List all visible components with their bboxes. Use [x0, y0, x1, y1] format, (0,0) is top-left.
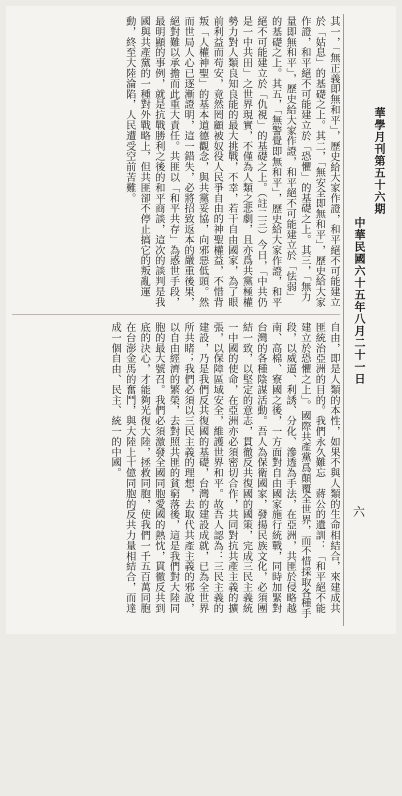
publication-date: 中華民國六十五年八月二十一日 [353, 217, 366, 385]
lower-text-block: 自由，即是人類的本性，如果不與人類的生命相結合，來建成共匪統治亞洲的目的。我們永久難忘 蔣公的遺訓：「和平絕不能建立於恐懼之上」。國際共產黨爲顛覆全世界，而不惜採取各種手段，以威逼、利誘、分化、滲透為手法，在亞洲，共匪於侵略越南、高棉、寮國之後，一方面對自由國家施行統戰，同時加緊對台灣的各種陰謀活動。吾人為保衛國家，發揚民族文化，必須團結一致，以堅定的意志，貫徹反共復國的國策，完成三民主義統一中國的使命，在亞洲亦必須密切合作，共同對抗共產主義的擴張，以保障區域安全，維護世界和平。故吾人認為：三民主義的建設，乃是我們反共復國的基礎，台灣的建設成就，已為全世界所共睹；我們必須以三民主義的理想，去取代共產主義的邪說，以自由經濟的繁榮，去對照共匪的貧窮落後，這是我們對大陸同胞的最大號召。我們必須激發全國同胞愛國的熱忱，貫徹反共到底的決心，才能夠光復大陸，拯救同胞，使我們一千五百萬同胞在台澎金馬的奮鬥，與大陸上十億同胞的反共力量相結合，而達成一個自由、民主、統一的中國。 [109, 322, 339, 619]
section-divider [12, 314, 340, 315]
page-number: 六 [352, 505, 366, 519]
upper-text-block: 其一，「無正義即無和平」，歷史給大家作證，和平絕不可能建立於「姑息」的基礎之上。其二，「無安全即無和平」，歷史給大家作證，和平絕不可能建立於「恐懼」的基礎之上。其三，「無力量即無和平」，歷史給大家作證，和平絕不可能建立於「怯弱」的基礎之上。其五，「無警覺即無和平」，歷史給大家作證，和平絕不可能建立於「仇視」的基礎之上。（註二三）今日，「中共仍是一中共田」之世界現實，不僅為人類之悲劇，且亦爲共黨極權勢力對人類良知良能的最大挑戰，不幸，若干自由國家，為了眼前利益而苟安，竟然罔顧被奴役人民爭自由的神聖權益，不惜背叛「人權神聖」的基本道德觀念，與共黨妥協，向邪惡低頭。然而世局人心已逐漸證明，這一錯失，必將招致返本的嚴重後果，絕對難以承擔而此重大責任。共匪以「和平共存」為惑世手段，最明顯的事例，就是抗戰勝利之後的和平商談，這次的談判是我國與共產黨的一種對外戰略上，但共匪卻不停止搞它的叛亂運動，終至大陸淪陷，人民遭受空前苦難。 [123, 16, 339, 308]
header-rule [343, 14, 344, 626]
journal-title: 華學月刊第五十六期 [373, 107, 386, 215]
document-page [6, 6, 396, 634]
